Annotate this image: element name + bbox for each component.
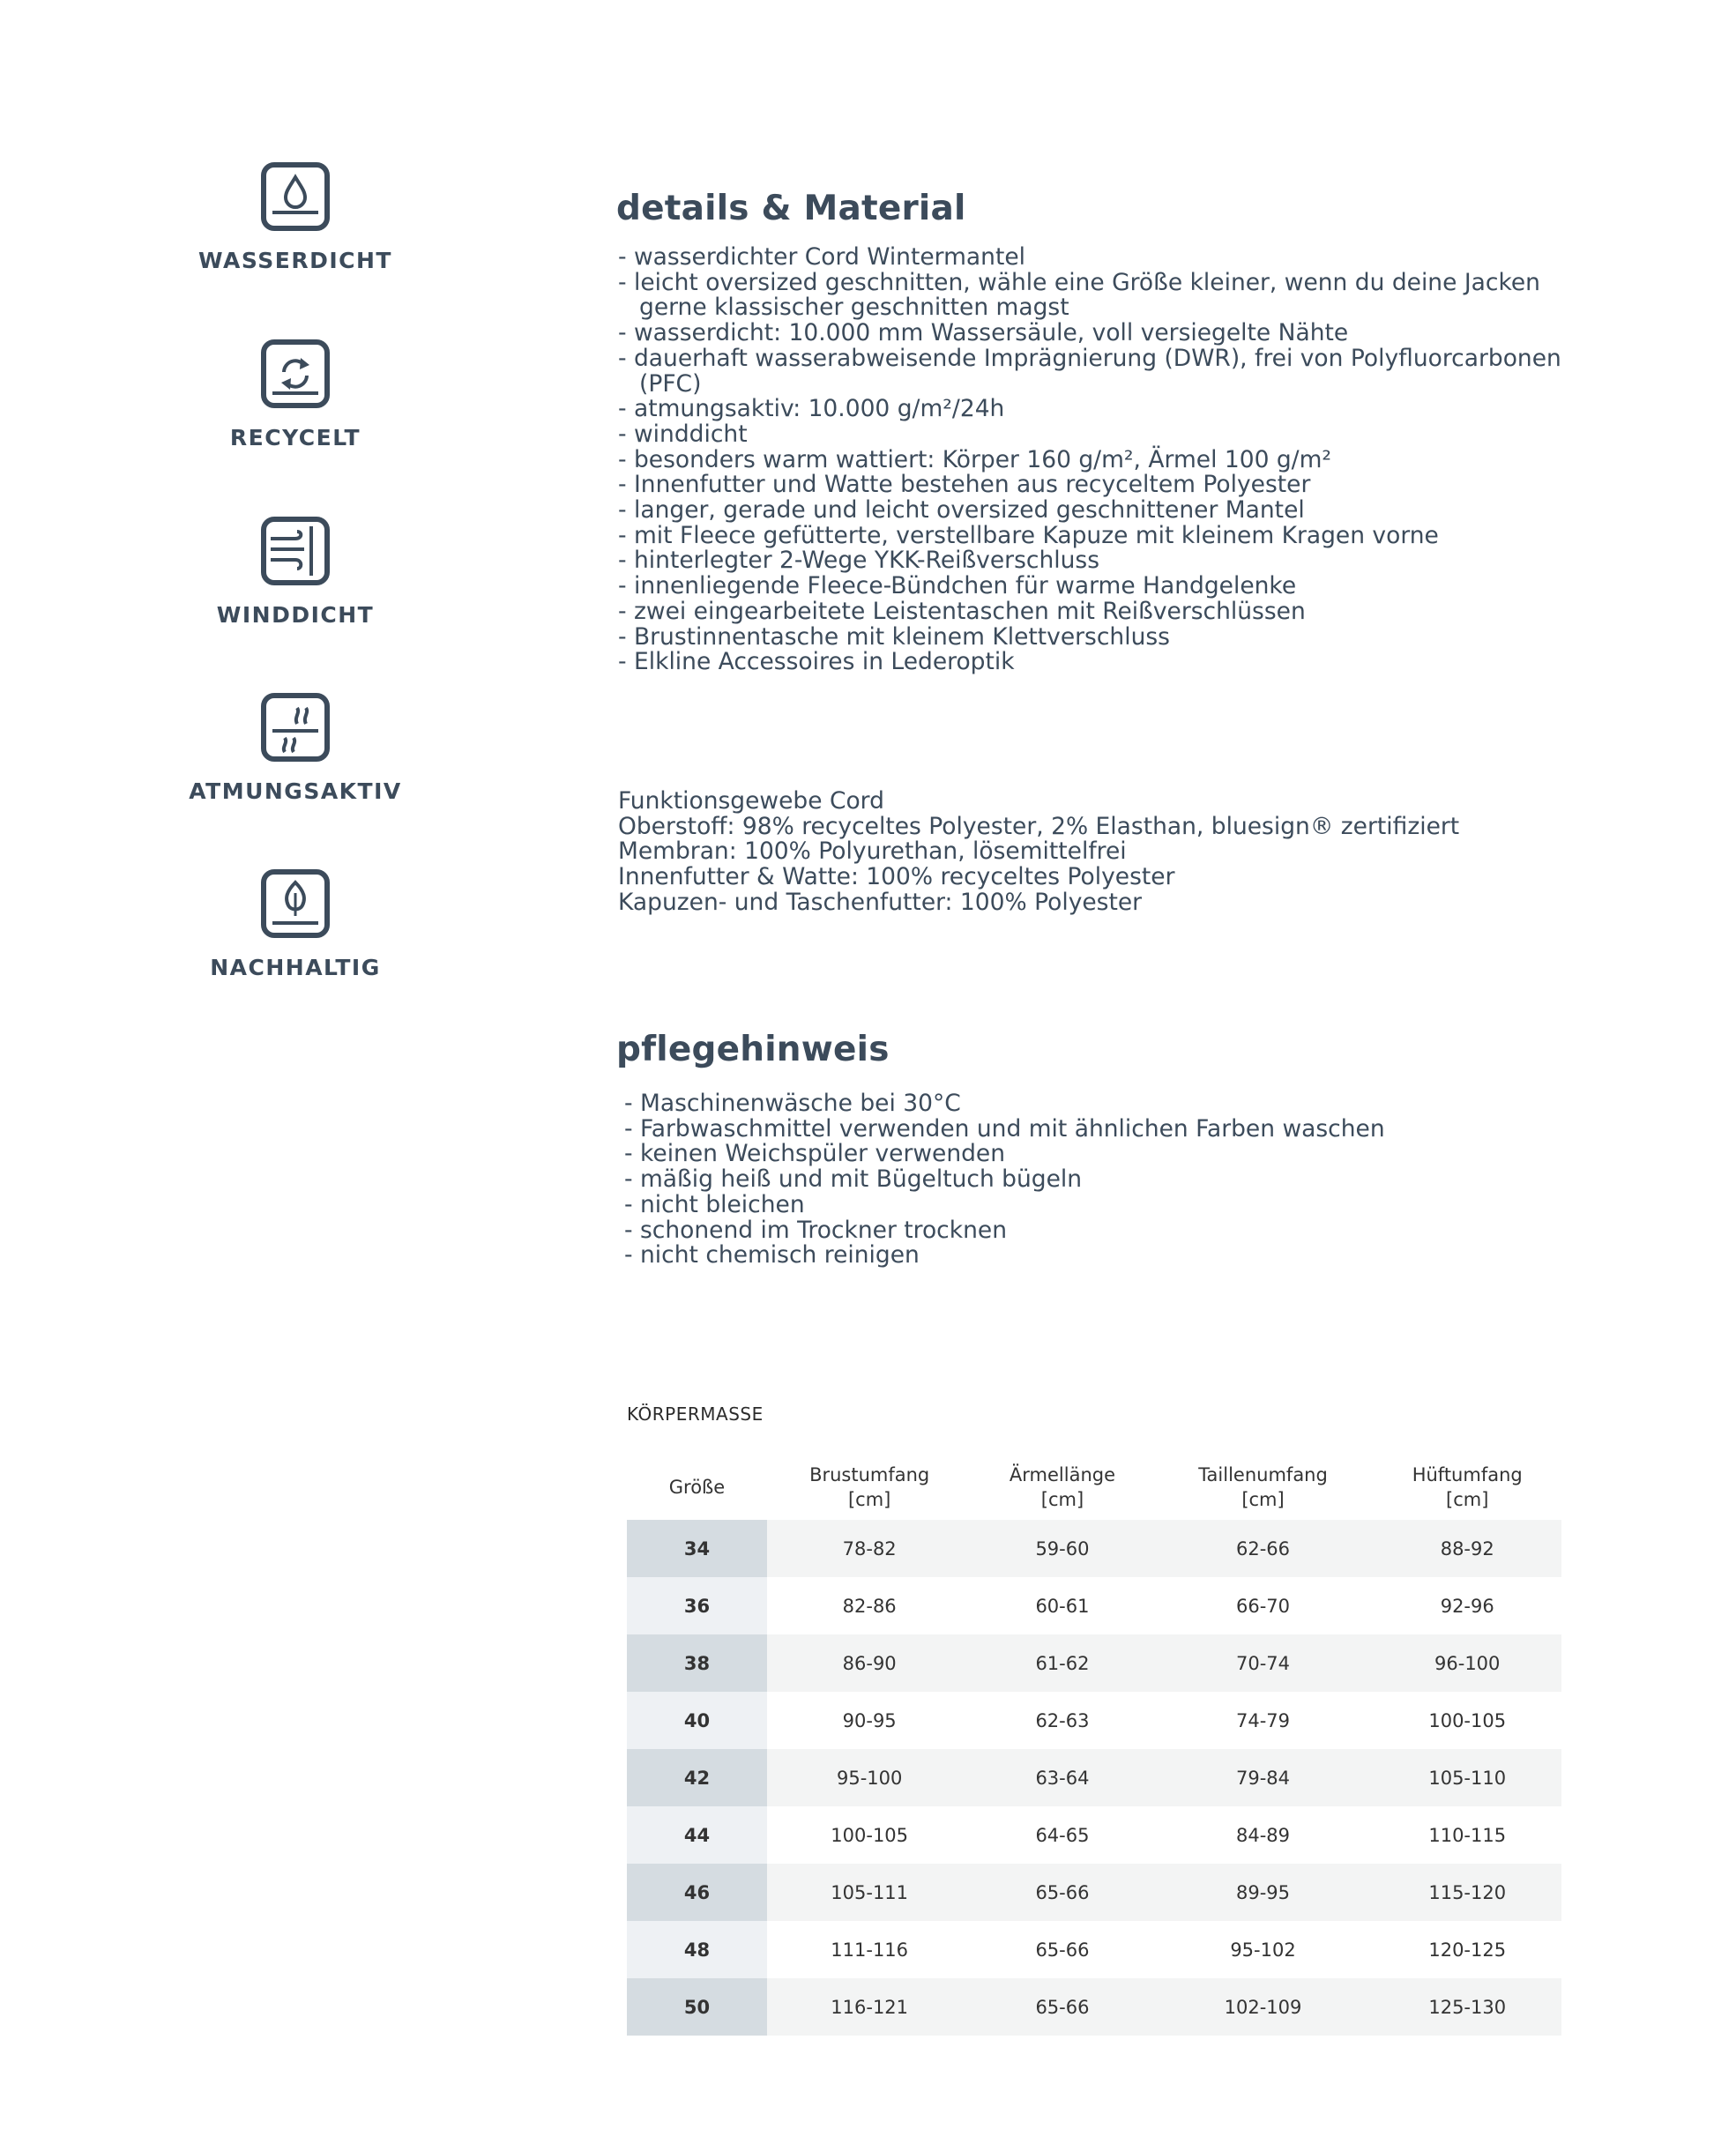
table-cell: 65-66: [972, 1921, 1152, 1978]
material-line: Oberstoff: 98% recyceltes Polyester, 2% Elasthan, bluesign® zertifiziert: [618, 812, 1460, 840]
size-table-header: [627, 1455, 1561, 1520]
table-row: [627, 1692, 1561, 1749]
table-cell: 89-95: [1153, 1864, 1374, 1921]
detail-item: - zwei eingearbeitete Leistentaschen mit Reißverschlüssen: [618, 597, 1306, 625]
feature-label: WINDDICHT: [216, 602, 375, 628]
column-header-label: Größe: [668, 1477, 726, 1498]
column-header-label: Taillenumfang: [1198, 1464, 1328, 1485]
column-header: [767, 1455, 972, 1520]
table-cell: 100-105: [767, 1806, 972, 1864]
table-row: [627, 1978, 1561, 2036]
table-cell: 120-125: [1373, 1921, 1561, 1978]
table-cell: 70-74: [1153, 1634, 1374, 1692]
feature-recycled: [159, 339, 432, 450]
table-cell: 110-115: [1373, 1806, 1561, 1864]
size-cell: 44: [627, 1806, 767, 1864]
care-list: [624, 1091, 1585, 1269]
table-cell: 63-64: [972, 1749, 1152, 1806]
material-line: Kapuzen- und Taschenfutter: 100% Polyester: [618, 888, 1143, 916]
table-cell: 105-111: [767, 1864, 972, 1921]
table-cell: 92-96: [1373, 1577, 1561, 1634]
details-title: details & Material: [616, 189, 966, 228]
care-item: - Maschinenwäsche bei 30°C: [624, 1090, 961, 1117]
table-cell: 115-120: [1373, 1864, 1561, 1921]
detail-item: - dauerhaft wasserabweisende Imprägnierung (DWR), frei von Polyfluorcarbonen (PFC): [618, 344, 1569, 398]
size-cell: 50: [627, 1978, 767, 2036]
material-line: Innenfutter & Watte: 100% recyceltes Polyester: [618, 863, 1175, 891]
care-item: - nicht bleichen: [624, 1190, 805, 1218]
table-row: [627, 1921, 1561, 1978]
details-list: [618, 245, 1579, 675]
material-line: Membran: 100% Polyurethan, lösemittelfrei: [618, 838, 1127, 866]
column-header: [1153, 1455, 1374, 1520]
size-cell: 36: [627, 1577, 767, 1634]
table-cell: 59-60: [972, 1520, 1152, 1577]
column-header: [1373, 1455, 1561, 1520]
care-item: - schonend im Trockner trocknen: [624, 1216, 1007, 1244]
size-table-title: KÖRPERMASSE: [627, 1403, 764, 1425]
detail-item: - langer, gerade und leicht oversized geschnittener Mantel: [618, 496, 1305, 525]
table-cell: 95-100: [767, 1749, 972, 1806]
table-cell: 65-66: [972, 1864, 1152, 1921]
feature-breathable: [159, 692, 432, 804]
feature-label: WASSERDICHT: [198, 248, 392, 273]
column-header-label: Ärmellänge: [1009, 1464, 1116, 1485]
care-item: - keinen Weichspüler verwenden: [624, 1140, 1006, 1168]
care-item: - nicht chemisch reinigen: [624, 1241, 920, 1269]
table-cell: 96-100: [1373, 1634, 1561, 1692]
column-header-unit: [cm]: [1446, 1489, 1489, 1510]
table-row: [627, 1520, 1561, 1577]
table-cell: 88-92: [1373, 1520, 1561, 1577]
detail-item: - besonders warm wattiert: Körper 160 g/m², Ärmel 100 g/m²: [618, 445, 1332, 473]
feature-label: NACHHALTIG: [210, 955, 381, 980]
table-cell: 66-70: [1153, 1577, 1374, 1634]
care-title: pflegehinweis: [616, 1030, 890, 1069]
size-cell: 38: [627, 1634, 767, 1692]
table-cell: 125-130: [1373, 1978, 1561, 2036]
care-item: - Farbwaschmittel verwenden und mit ähnlichen Farben waschen: [624, 1114, 1385, 1143]
table-row: [627, 1634, 1561, 1692]
feature-label: ATMUNGSAKTIV: [189, 778, 402, 804]
size-table-body: [627, 1520, 1561, 2036]
table-cell: 100-105: [1373, 1692, 1561, 1749]
column-header-label: Brustumfang: [809, 1464, 930, 1485]
material-line: Funktionsgewebe Cord: [618, 787, 884, 815]
detail-item: - leicht oversized geschnitten, wähle eine Größe kleiner, wenn du deine Jacken gerne klassischer geschnitten magst: [618, 268, 1548, 322]
table-cell: 61-62: [972, 1634, 1152, 1692]
leaf-icon: [260, 868, 331, 939]
feature-windproof: [159, 516, 432, 628]
detail-item: - atmungsaktiv: 10.000 g/m²/24h: [618, 395, 1005, 423]
detail-item: - winddicht: [618, 420, 748, 448]
detail-item: - mit Fleece gefütterte, verstellbare Kapuze mit kleinem Kragen vorne: [618, 521, 1439, 549]
table-cell: 79-84: [1153, 1749, 1374, 1806]
detail-item: - innenliegende Fleece-Bündchen für warme Handgelenke: [618, 572, 1297, 600]
table-cell: 65-66: [972, 1978, 1152, 2036]
care-item: - mäßig heiß und mit Bügeltuch bügeln: [624, 1165, 1083, 1194]
size-cell: 40: [627, 1692, 767, 1749]
column-header-unit: [cm]: [1040, 1489, 1084, 1510]
water-drop-icon: [260, 161, 331, 232]
column-header-unit: [cm]: [847, 1489, 891, 1510]
table-cell: 82-86: [767, 1577, 972, 1634]
table-cell: 78-82: [767, 1520, 972, 1577]
detail-item: - hinterlegter 2-Wege YKK-Reißverschluss: [618, 547, 1100, 575]
size-cell: 34: [627, 1520, 767, 1577]
size-cell: 46: [627, 1864, 767, 1921]
detail-item: - Brustinnentasche mit kleinem Klettverschluss: [618, 622, 1170, 651]
detail-item: - Elkline Accessoires in Lederoptik: [618, 648, 1015, 676]
feature-label: RECYCELT: [229, 425, 361, 450]
table-row: [627, 1749, 1561, 1806]
table-cell: 90-95: [767, 1692, 972, 1749]
table-row: [627, 1577, 1561, 1634]
table-cell: 64-65: [972, 1806, 1152, 1864]
column-header-unit: [cm]: [1241, 1489, 1285, 1510]
table-cell: 111-116: [767, 1921, 972, 1978]
column-header-label: Hüftumfang: [1412, 1464, 1523, 1485]
table-cell: 74-79: [1153, 1692, 1374, 1749]
column-header: [627, 1455, 767, 1520]
table-cell: 62-66: [1153, 1520, 1374, 1577]
table-cell: 116-121: [767, 1978, 972, 2036]
feature-sustainable: [159, 868, 432, 980]
material-list: [618, 789, 1459, 916]
table-cell: 60-61: [972, 1577, 1152, 1634]
detail-item: - wasserdicht: 10.000 mm Wassersäule, voll versiegelte Nähte: [618, 319, 1349, 347]
detail-item: - Innenfutter und Watte bestehen aus recyceltem Polyester: [618, 471, 1311, 499]
size-cell: 42: [627, 1749, 767, 1806]
table-cell: 102-109: [1153, 1978, 1374, 2036]
table-cell: 84-89: [1153, 1806, 1374, 1864]
table-cell: 62-63: [972, 1692, 1152, 1749]
table-cell: 86-90: [767, 1634, 972, 1692]
breathable-icon: [260, 692, 331, 763]
table-cell: 95-102: [1153, 1921, 1374, 1978]
recycle-icon: [260, 339, 331, 409]
table-cell: 105-110: [1373, 1749, 1561, 1806]
column-header: [972, 1455, 1152, 1520]
table-row: [627, 1864, 1561, 1921]
table-row: [627, 1806, 1561, 1864]
feature-waterproof: [159, 161, 432, 273]
wind-icon: [260, 516, 331, 586]
size-cell: 48: [627, 1921, 767, 1978]
detail-item: - wasserdichter Cord Wintermantel: [618, 243, 1026, 271]
size-table: [627, 1455, 1561, 2036]
